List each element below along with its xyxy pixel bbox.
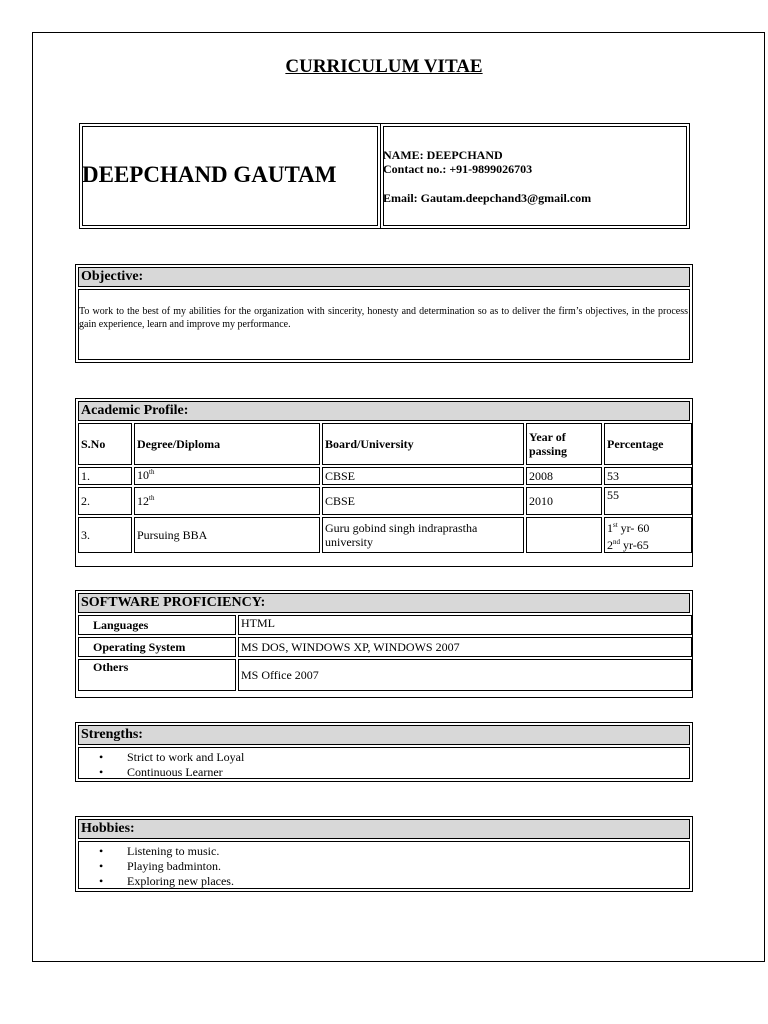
software-label: Operating System: [78, 637, 236, 657]
objective-heading: Objective:: [78, 267, 690, 287]
table-row: [78, 517, 692, 553]
list-item: • Exploring new places.: [99, 874, 234, 889]
col-degree: Degree/Diploma: [134, 423, 320, 465]
table-row: [78, 615, 692, 635]
cell-degree: 10th: [134, 467, 320, 485]
strengths-section: [75, 722, 693, 782]
cell-year: [526, 517, 602, 553]
cell-degree: 12th: [134, 487, 320, 515]
list-item: • Playing badminton.: [99, 859, 234, 874]
list-item: • Strict to work and Loyal: [99, 750, 244, 765]
col-board: Board/University: [322, 423, 524, 465]
cell-percentage: 1st yr- 60 2nd yr-65: [604, 517, 692, 553]
hobbies-heading: Hobbies:: [78, 819, 690, 839]
strengths-heading: Strengths:: [78, 725, 690, 745]
table-row: [78, 637, 692, 657]
software-value: HTML: [238, 615, 692, 635]
cell-board: CBSE: [322, 487, 524, 515]
cell-board: CBSE: [322, 467, 524, 485]
contact-line: Contact no.: +91-9899026703: [383, 162, 533, 176]
software-section: [75, 590, 693, 698]
cell-degree: Pursuing BBA: [134, 517, 320, 553]
cell-sno: 3.: [78, 517, 132, 553]
table-row: [78, 467, 692, 485]
list-item: • Continuous Learner: [99, 765, 244, 780]
name-box: [79, 123, 381, 229]
contact-box: [380, 123, 690, 229]
cell-sno: 2.: [78, 487, 132, 515]
software-value: MS Office 2007: [238, 659, 692, 691]
cell-percentage: 53: [604, 467, 692, 485]
cell-sno: 1.: [78, 467, 132, 485]
strengths-list: [99, 750, 244, 780]
software-label: Others: [78, 659, 236, 691]
objective-text: To work to the best of my abilities for the organization with sincerity, honesty and determination so as to deliver the firm’s objectives, in the process gain experience, learn and improve my performance.: [79, 306, 688, 330]
hobbies-list: [99, 844, 234, 889]
cell-percentage: 55: [604, 487, 692, 515]
name-line: NAME: DEEPCHAND: [383, 148, 503, 162]
col-sno: S.No: [78, 423, 132, 465]
software-label: Languages: [78, 615, 236, 635]
software-table: [76, 613, 694, 693]
cell-board: Guru gobind singh indraprastha university: [322, 517, 524, 553]
cell-year: 2008: [526, 467, 602, 485]
table-row: [78, 659, 692, 691]
email-line: Email: Gautam.deepchand3@gmail.com: [383, 191, 592, 205]
academic-table: [76, 421, 694, 555]
objective-section: [75, 264, 693, 363]
list-item: • Listening to music.: [99, 844, 234, 859]
software-heading: SOFTWARE PROFICIENCY:: [78, 593, 690, 613]
cell-year: 2010: [526, 487, 602, 515]
document-title: CURRICULUM VITAE: [285, 56, 483, 77]
full-name: DEEPCHAND GAUTAM: [82, 162, 337, 187]
col-percentage: Percentage: [604, 423, 692, 465]
table-row: [78, 487, 692, 515]
col-year: Year of passing: [526, 423, 602, 465]
software-value: MS DOS, WINDOWS XP, WINDOWS 2007: [238, 637, 692, 657]
academic-heading: Academic Profile:: [78, 401, 690, 421]
hobbies-section: [75, 816, 693, 892]
academic-section: [75, 398, 693, 567]
